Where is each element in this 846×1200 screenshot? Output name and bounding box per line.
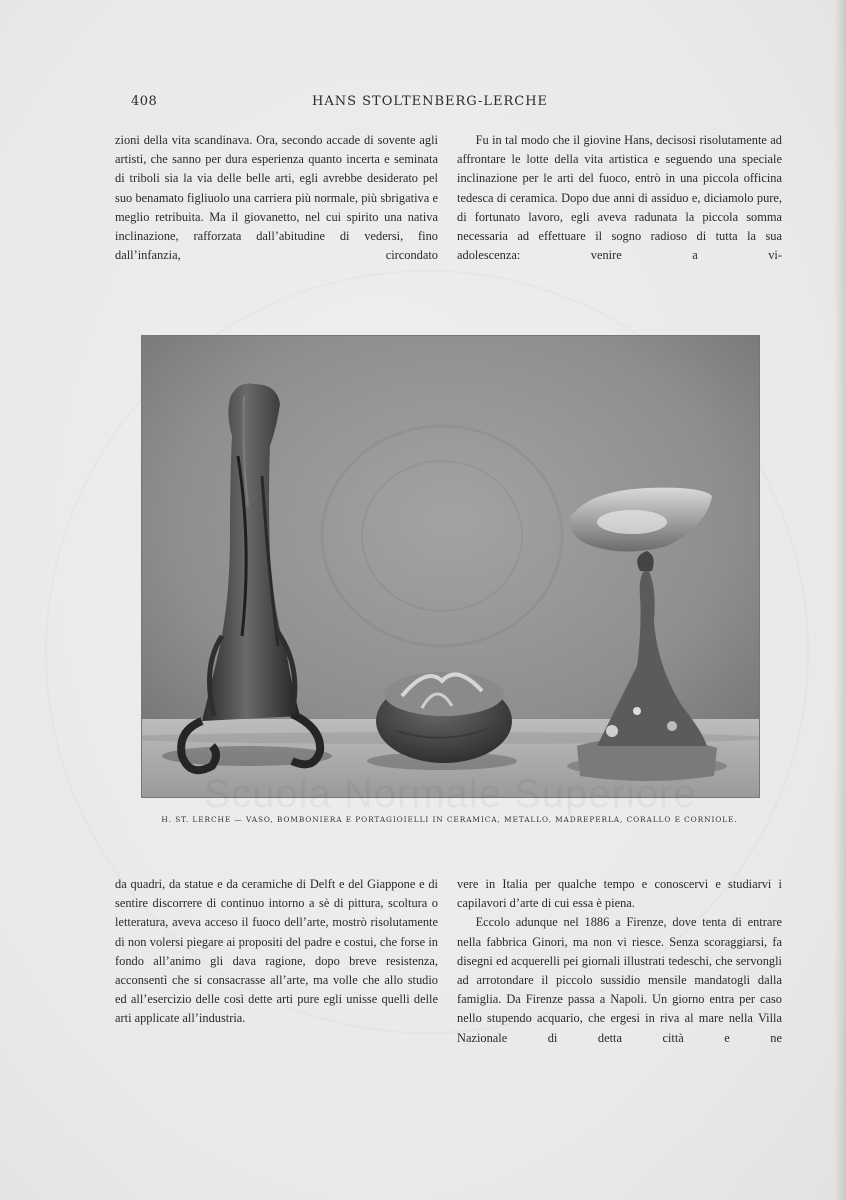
paragraph: zioni della vita scandinava. Ora, secondo accade di sovente agli artisti, che sanno per dura esperienza quanto incerta e seminata di triboli sia la via delle belle arti, egli avrebbe desiderato pel suo benamato figliuolo una carriera più normale, più sbrigativa e meglio retribuita. Ma il giovanetto, nel cui spirito una nativa inclinazione, rafforzata dall’abitudine di vedersi, fino dall’infanzia, circondato — [115, 133, 438, 263]
running-title: HANS STOLTENBERG-LERCHE — [312, 94, 549, 109]
photo-ceramics — [142, 336, 759, 797]
page-edge-shadow — [834, 0, 846, 1200]
column-top-left — [115, 131, 438, 265]
library-watermark — [150, 772, 750, 817]
paragraph: Eccolo adunque nel 1886 a Firenze, dove tenta di entrare nella fabbrica Ginori, ma non vi riesce. Senza scoraggiarsi, fa disegni ed acquerelli pei giornali illustrati tedeschi, che servongli ad arrotondare il piccolo sussidio mensile mandatogli dalla famiglia. Da Firenze passa a Napoli. Un giorno entra per caso nello stupendo acquario, che ergesi in riva al mare nella Villa Nazionale di detta città e ne — [457, 915, 782, 1045]
column-top-right — [457, 131, 782, 265]
page-number: 408 — [131, 94, 158, 109]
figure-caption: H. ST. LERCHE — VASO, BOMBONIERA E PORTAGIOIELLI IN CERAMICA, METALLO, MADREPERLA, CORALLO E CORNIOLE. — [161, 815, 738, 824]
paragraph: vere in Italia per qualche tempo e conoscervi e studiarvi i capilavori d’arte di cui essa è piena. — [457, 877, 782, 911]
column-bottom-left — [115, 875, 438, 1029]
column-bottom-right — [457, 875, 782, 1048]
photo-plate — [141, 335, 760, 798]
paragraph: da quadri, da statue e da ceramiche di Delft e del Giappone e di sentire discorrere di continuo intorno a sè di pittura, scoltura o letteratura, aveva acceso il fuoco dell’arte, mostrò risolutamente di non volersi piegare ai propositi del padre e costui, che forse in fondo all’animo gli dava ragione, dopo breve resistenza, acconsentì che si consacrasse all’arte, ma volle che allo studio ed all’esercizio delle così dette arti pure egli unisse quelli delle arti applicate all’industria. — [115, 877, 438, 1026]
paragraph: Fu in tal modo che il giovine Hans, decisosi risolutamente ad affrontare le lotte della vita artistica e seguendo una speciale inclinazione per le arti del fuoco, entrò in una piccola officina tedesca di ceramica. Dopo due anni di assiduo e, diciamolo pure, di fortunato lavoro, egli aveva radunata la piccola somma necessaria ad effettuare il sogno radioso di tutta la sua adolescenza: venire a vi- — [457, 133, 782, 263]
bonbonniere — [367, 672, 517, 770]
